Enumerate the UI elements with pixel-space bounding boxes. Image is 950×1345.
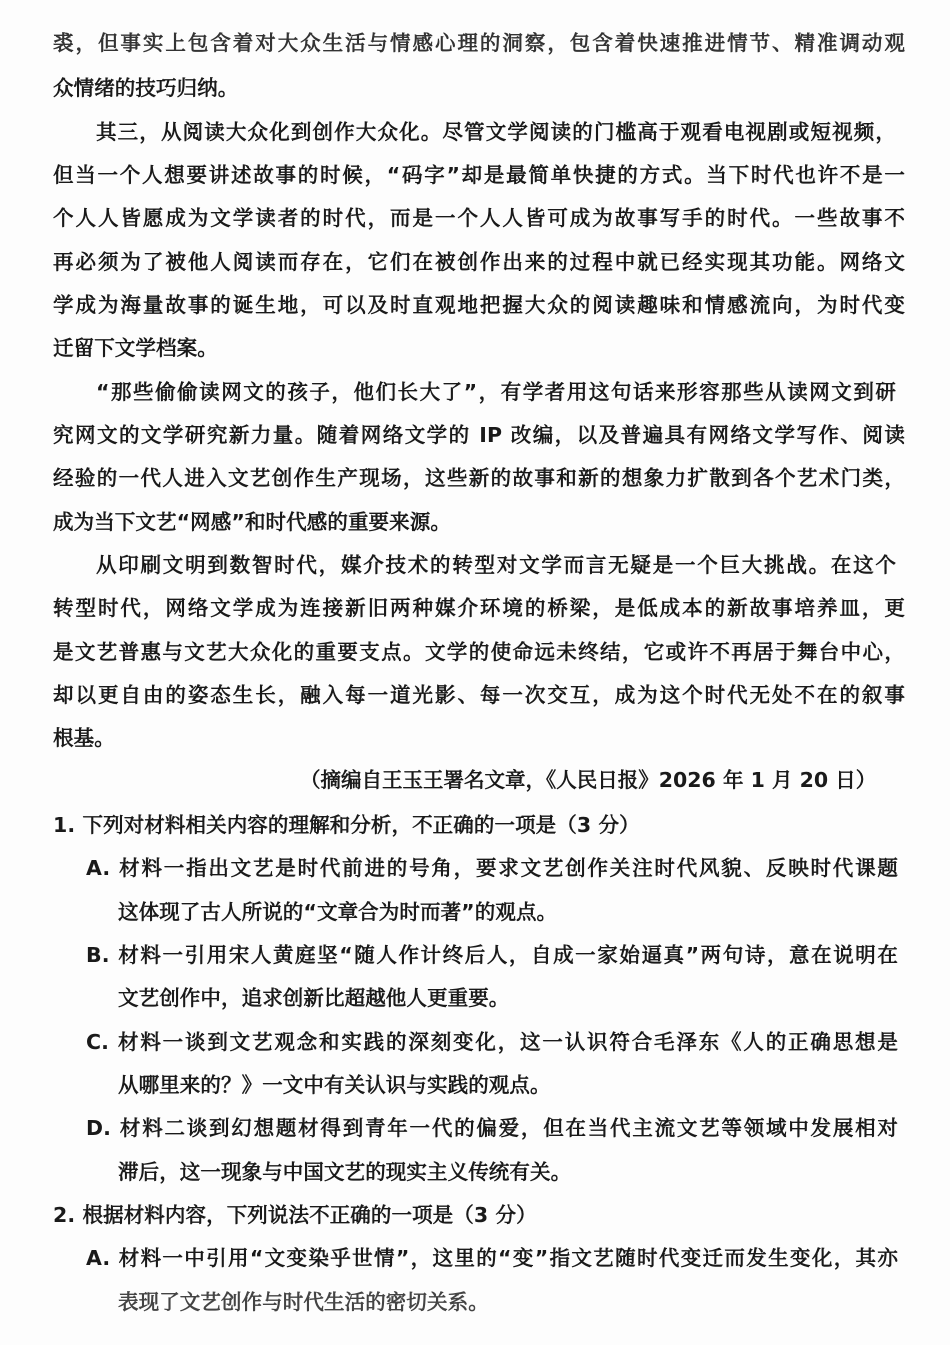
text-line: 学成为海量故事的诞生地，可以及时直观地把握大众的阅读趣味和情感流向，为时代变 [53,293,905,317]
source-citation: （摘编自王玉王署名文章，《人民日报》2026 年 1 月 20 日） [300,768,877,792]
text-line: 转型时代，网络文学成为连接新旧两种媒介环境的桥梁，是低成本的新故事培养皿，更 [53,596,905,620]
question-2-option-a[interactable]: A. 材料一中引用“文变染乎世情”，这里的“变”指文艺随时代变迁而发生变化，其亦 [86,1246,898,1270]
question-1-option-d-cont: 滞后，这一现象与中国文艺的现实主义传统有关。 [118,1160,572,1184]
text-line: 个人人皆愿成为文学读者的时代，而是一个人人皆可成为故事写手的时代。一些故事不 [53,206,905,230]
question-1-option-a-cont: 这体现了古人所说的“文章合为时而著”的观点。 [118,900,558,924]
text-line: 但当一个人想要讲述故事的时候，“码字”却是最简单快捷的方式。当下时代也许不是一 [53,163,905,187]
paragraph-start: 从印刷文明到数智时代，媒介技术的转型对文学而言无疑是一个巨大挑战。在这个 [96,553,896,577]
text-line: 成为当下文艺“网感”和时代感的重要来源。 [53,510,451,534]
paragraph-start: 其三，从阅读大众化到创作大众化。尽管文学阅读的门槛高于观看电视剧或短视频， [96,120,896,144]
text-line: 众情绪的技巧归纳。 [53,76,239,100]
text-line: 再必须为了被他人阅读而存在，它们在被创作出来的过程中就已经实现其功能。网络文 [53,250,905,274]
text-line: 迁留下文学档案。 [53,336,218,360]
question-1-option-b[interactable]: B. 材料一引用宋人黄庭坚“随人作计终后人，自成一家始逼真”两句诗，意在说明在 [86,943,898,967]
question-1-option-d[interactable]: D. 材料二谈到幻想题材得到青年一代的偏爱，但在当代主流文艺等领域中发展相对 [86,1116,898,1140]
text-line: 却以更自由的姿态生长，融入每一道光影、每一次交互，成为这个时代无处不在的叙事 [53,683,905,707]
question-1-option-a[interactable]: A. 材料一指出文艺是时代前进的号角，要求文艺创作关注时代风貌、反映时代课题 [86,856,898,880]
question-1-option-c[interactable]: C. 材料一谈到文艺观念和实践的深刻变化，这一认识符合毛泽东《人的正确思想是 [86,1030,898,1054]
text-line: 究网文的文学研究新力量。随着网络文学的 IP 改编，以及普遍具有网络文学写作、阅读 [53,423,905,447]
text-line: 裘，但事实上包含着对大众生活与情感心理的洞察，包含着快速推进情节、精准调动观 [53,31,905,55]
question-2-option-a-cont: 表现了文艺创作与时代生活的密切关系。 [118,1290,489,1314]
question-1-option-c-cont: 从哪里来的？》一文中有关认识与实践的观点。 [118,1073,551,1097]
text-line: 根基。 [53,726,115,750]
question-1-option-b-cont: 文艺创作中，追求创新比超越他人更重要。 [118,986,510,1010]
paragraph-start: “那些偷偷读网文的孩子，他们长大了”，有学者用这句话来形容那些从读网文到研 [96,380,896,404]
question-1-stem: 1. 下列对材料相关内容的理解和分析，不正确的一项是（3 分） [53,813,640,837]
text-line: 是文艺普惠与文艺大众化的重要支点。文学的使命远未终结，它或许不再居于舞台中心， [53,640,905,664]
question-2-stem: 2. 根据材料内容，下列说法不正确的一项是（3 分） [53,1203,537,1227]
text-line: 经验的一代人进入文艺创作生产现场，这些新的故事和新的想象力扩散到各个艺术门类， [53,466,905,490]
